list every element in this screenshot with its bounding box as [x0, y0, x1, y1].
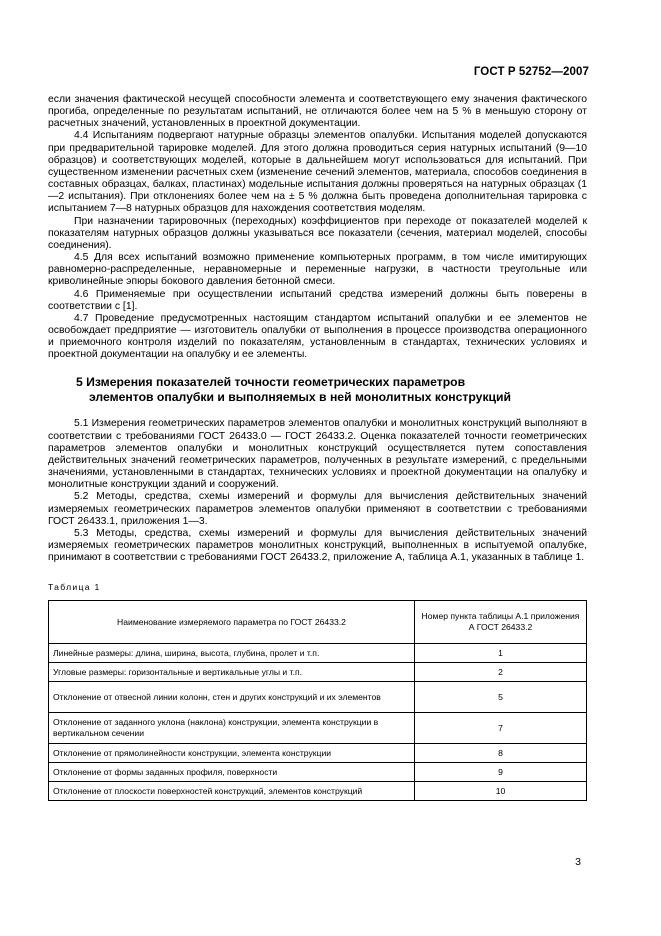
table-row — [49, 713, 587, 744]
measurements-table — [48, 600, 587, 801]
document-header: ГОСТ Р 52752—2007 — [473, 66, 589, 78]
table-cell-reference: 2 — [415, 663, 587, 682]
paragraph: 4.6 Применяемые при осуществлении испытаний средства измерений должны быть поверены в соответствии с [1]. — [48, 288, 587, 312]
section-paragraphs — [48, 418, 587, 564]
section-5-title — [48, 375, 587, 404]
table-body — [49, 644, 587, 801]
paragraph: 4.5 Для всех испытаний возможно применение компьютерных программ, в том числе имитирующих равномерно-распределенные, неравномерные и переменные нагрузки, в частности треугольные или криволинейные эпюры бокового давления бетонной смеси. — [48, 252, 587, 288]
table-row — [49, 763, 587, 782]
paragraph: 5.1 Измерения геометрических параметров элементов опалубки и монолитных конструкций выполняют в соответствии с требованиями ГОСТ 26433.0 — ГОСТ 26433.2. Оценка показателей точности геометрических параметров элементов опалубки и монолитных конструкций осуществляется путем сопоставления действительных значений геометрических параметров, полученных в результате измерений, с предельными значениями, установленными в стандартах, технических условиях и проектной документации на опалубку и монолитные конструкции зданий и сооружений. — [48, 418, 587, 491]
paragraph: 5.2 Методы, средства, схемы измерений и формулы для вычисления действительных значений измеряемых геометрических параметров элементов опалубки применяют в соответствии с требованиями ГОСТ 26433.1, приложения 1—3. — [48, 491, 587, 527]
table-cell-parameter: Отклонение от формы заданных профиля, поверхности — [49, 763, 415, 782]
table-header-row — [49, 601, 587, 644]
table-cell-parameter: Отклонение от прямолинейности конструкции, элемента конструкции — [49, 744, 415, 763]
table-header-parameter: Наименование измеряемого параметра по ГОСТ 26433.2 — [49, 601, 415, 644]
page-content — [48, 94, 587, 801]
paragraph: При назначении тарировочных (переходных) коэффициентов при переходе от показателей моделей к показателям натурных образцов должны указываться все показатели (сечения, материал моделей, способы соединения). — [48, 215, 587, 251]
table-cell-parameter: Линейные размеры: длина, ширина, высота, глубина, пролет и т.п. — [49, 644, 415, 663]
table-cell-reference: 9 — [415, 763, 587, 782]
table-row — [49, 682, 587, 713]
table-row — [49, 782, 587, 801]
table-cell-reference: 1 — [415, 644, 587, 663]
table-row — [49, 644, 587, 663]
table-cell-reference: 5 — [415, 682, 587, 713]
section-title-line-1: 5 Измерения показателей точности геометрических параметров — [76, 375, 466, 390]
table-cell-parameter: Отклонение от отвесной линии колонн, стен и других конструкций и их элементов — [49, 682, 415, 713]
top-paragraphs — [48, 94, 587, 361]
table-cell-parameter: Отклонение от плоскости поверхностей конструкций, элементов конструкций — [49, 782, 415, 801]
table-row — [49, 663, 587, 682]
table-row — [49, 744, 587, 763]
table-cell-parameter: Отклонение от заданного уклона (наклона) конструкции, элемента конструкции в вертикальном сечении — [49, 713, 415, 744]
paragraph: если значения фактической несущей способности элемента и соответствующего ему значения фактического прогиба, определенные по результатам испытаний, не отличаются более чем на 5 % в меньшую сторону от расчетных значений, установленных в проектной документации. — [48, 94, 587, 130]
table-caption: Таблица 1 — [48, 582, 101, 593]
paragraph: 4.7 Проведение предусмотренных настоящим стандартом испытаний опалубки и ее элементов не освобождает предприятие — изготовитель опалубки от выполнения в процессе производства операционного и приемочного контроля изделий по показателям, установленным в стандартах, технических условиях и проектной документации на опалубку и ее элементы. — [48, 312, 587, 361]
page-number: 3 — [575, 856, 581, 868]
table-cell-reference: 8 — [415, 744, 587, 763]
section-title-line-2: элементов опалубки и выполняемых в ней монолитных конструкций — [89, 389, 512, 404]
table-cell-reference: 7 — [415, 713, 587, 744]
table-header-reference: Номер пункта таблицы А.1 приложения А ГОСТ 26433.2 — [415, 601, 587, 644]
table-cell-reference: 10 — [415, 782, 587, 801]
paragraph: 4.4 Испытаниям подвергают натурные образцы элементов опалубки. Испытания моделей допускаются при предварительной тарировке моделей. Для этого должна проводиться серия натурных испытаний (9—10 образцов) и соответствующих моделей, которые в дальнейшем могут использоваться для испытаний. При существенном изменении расчетных схем (изменение сечений элементов, материала, способов соединения в составных образцах, балках, пластинах) модельные испытания должны проверяться на натурных образцах (1—2 испытания). При отклонениях более чем на ± 5 % должна быть проведена дополнительная тарировка с испытанием 7—8 натурных образцов для нахождения соответствия моделям. — [48, 130, 587, 215]
table-cell-parameter: Угловые размеры: горизонтальные и вертикальные углы и т.п. — [49, 663, 415, 682]
paragraph: 5.3 Методы, средства, схемы измерений и формулы для вычисления действительных значений измеряемых геометрических параметров монолитных конструкций, выполненных в испытуемой опалубке, принимают в соответствии с требованиями ГОСТ 26433.2, приложение А, таблица А.1, указанных в таблице 1. — [48, 527, 587, 564]
